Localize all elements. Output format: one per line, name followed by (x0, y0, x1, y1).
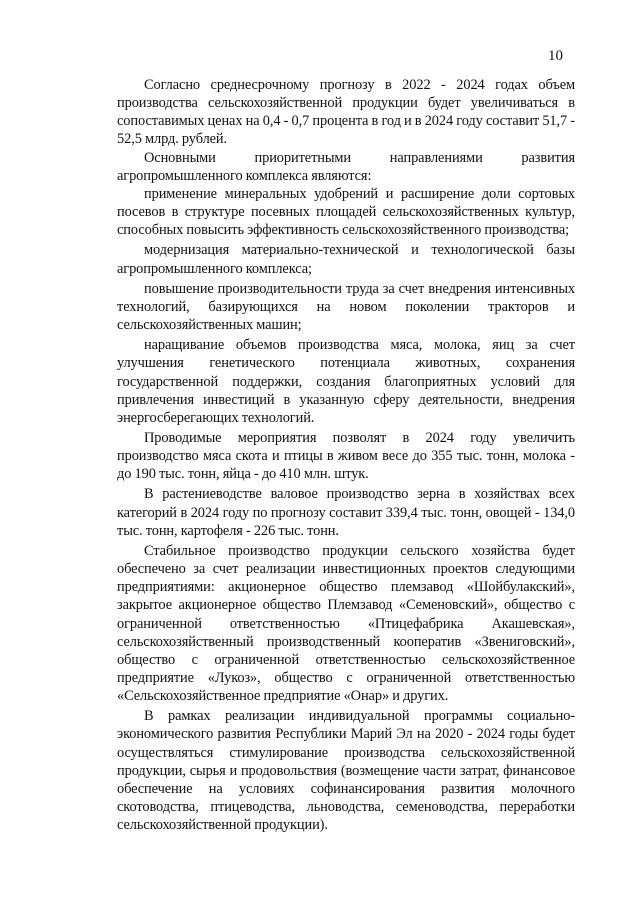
paragraph-livestock: наращивание объемов производства мяса, молока, яиц за счет улучшения генетического потенциала животных, сохранения государственной поддержки, создания благоприятных условий для привлечения инвестиций в указанную сферу деятельности, внедрения энергосберегающих технологий. (117, 337, 575, 426)
paragraph-priority-directions: Основными приоритетными направлениями развития агропромышленного комплекса являются: (117, 149, 575, 184)
paragraph-investment-projects: Стабильное производство продукции сельского хозяйства будет обеспечено за счет реализации инвестиционных проектов следующими предприятиями: акционерное общество племзавод «Шойбулакский», закрытое акционерное общество Племзавод «Семеновский», общество с ограниченной ответственностью «Птицефабрика Акашевская», сельскохозяйственный производственный кооператив «Звениговский», общество с ограниченной ответственностью сельскохозяйственное предприятие «Лукоз», общество с ограниченной ответственностью «Сельскохозяйственное предприятие «Онар» и других. (117, 542, 575, 705)
paragraph-production-forecast: Согласно среднесрочному прогнозу в 2022 - 2024 годах объем производства сельскохозяйственной продукции будет увеличиваться в сопоставимых ценах на 0,4 - 0,7 процента в год и в 2024 году составит 51,7 - 52,5 млрд. рублей. (117, 77, 575, 148)
paragraph-modernization: модернизация материально-технической и технологической базы агропромышленного комплекса; (117, 242, 575, 277)
document-body (117, 76, 575, 834)
paragraph-fertilizers: применение минеральных удобрений и расширение доли сортовых посевов в структуре посевных площадей сельскохозяйственных культур, способных повысить эффективность сельскохозяйственного производства; (117, 185, 575, 239)
paragraph-development-program: В рамках реализации индивидуальной программы социально-экономического развития Республики Марий Эл на 2020 - 2024 годы будет осуществляться стимулирование производства сельскохозяйственной продукции, сырья и продовольствия (возмещение части затрат, финансовое обеспечение на условиях софинансирования развития молочного скотоводства, птицеводства, льноводства, семеноводства, переработки сельскохозяйственной продукции). (117, 708, 575, 834)
paragraph-meat-milk-eggs: Проводимые мероприятия позволят в 2024 году увеличить производство мяса скота и птицы в живом весе до 355 тыс. тонн, молока - до 190 тыс. тонн, яйца - до 410 млн. штук. (117, 429, 575, 483)
page-number: 10 (548, 48, 563, 64)
paragraph-crop-production: В растениеводстве валовое производство зерна в хозяйствах всех категорий в 2024 году по прогнозу составит 339,4 тыс. тонн, овощей - 134,0 тыс. тонн, картофеля - 226 тыс. тонн. (117, 486, 575, 539)
paragraph-labor-productivity: повышение производительности труда за счет внедрения интенсивных технологий, базирующихся на новом поколении тракторов и сельскохозяйственных машин; (117, 280, 575, 334)
